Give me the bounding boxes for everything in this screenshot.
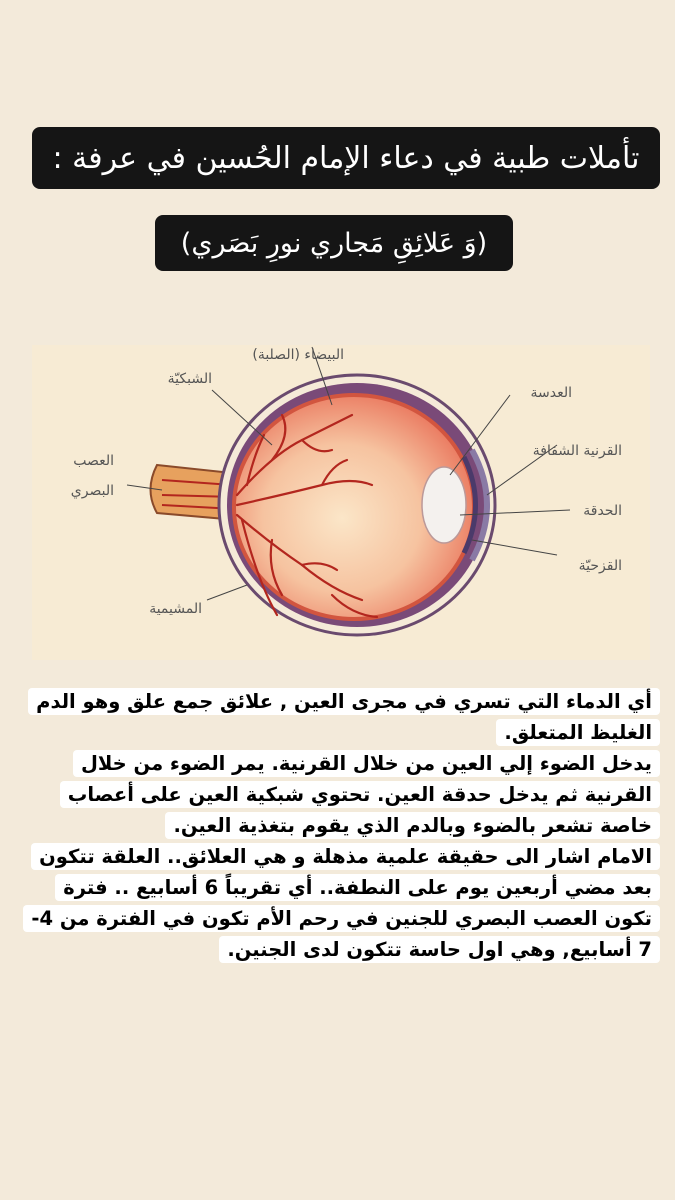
body-text: [20, 686, 660, 965]
label-cornea: القرنية الشفافة: [532, 443, 622, 459]
paragraph-2-text: يدخل الضوء إلي العين من خلال القرنية. يمر الضوء من خلال القرنية ثم يدخل حدقة العين. تحتوي شبكية العين على أعصاب خاصة تشعر بالضوء وبالدم الذي يقوم بتغذية العين.: [60, 750, 660, 839]
eye-diagram: [32, 345, 650, 660]
label-sclera: البيضاء (الصلبة): [252, 347, 344, 363]
paragraph-3-text: الامام اشار الى حقيقة علمية مذهلة و هي العلائق.. العلقة تتكون بعد مضي أربعين يوم على النطفة.. أي تقريباً 6 أسابيع .. فترة تكون العصب البصري للجنين في رحم الأم تكون في الفترة من 4-7 أسابيع, وهي اول حاسة تتكون لدى الجنين.: [23, 843, 660, 963]
page-title: تأملات طبية في دعاء الإمام الحُسين في عرفة :: [52, 140, 640, 176]
quote-text: (وَ عَلائِقِ مَجاري نورِ بَصَري): [180, 227, 488, 259]
label-optic-nerve-2: البصري: [70, 483, 114, 499]
lens-shape: [422, 467, 466, 543]
label-optic-nerve-1: العصب: [73, 453, 114, 469]
label-iris: القزحيّة: [578, 558, 622, 574]
label-retina: الشبكيّة: [167, 371, 212, 387]
label-lens: العدسة: [530, 385, 572, 401]
paragraph-1-text: أي الدماء التي تسري في مجرى العين , علائق جمع علق وهو الدم الغليظ المتعلق.: [28, 688, 660, 746]
eye-diagram-svg: [32, 345, 650, 660]
label-choroid: المشيمية: [149, 601, 202, 617]
label-pupil: الحدقة: [583, 503, 622, 519]
paragraph-3: [20, 841, 660, 965]
title-banner: [32, 127, 660, 189]
quote-banner: [155, 215, 513, 271]
paragraph-1: [20, 686, 660, 748]
paragraph-2: [20, 748, 660, 841]
